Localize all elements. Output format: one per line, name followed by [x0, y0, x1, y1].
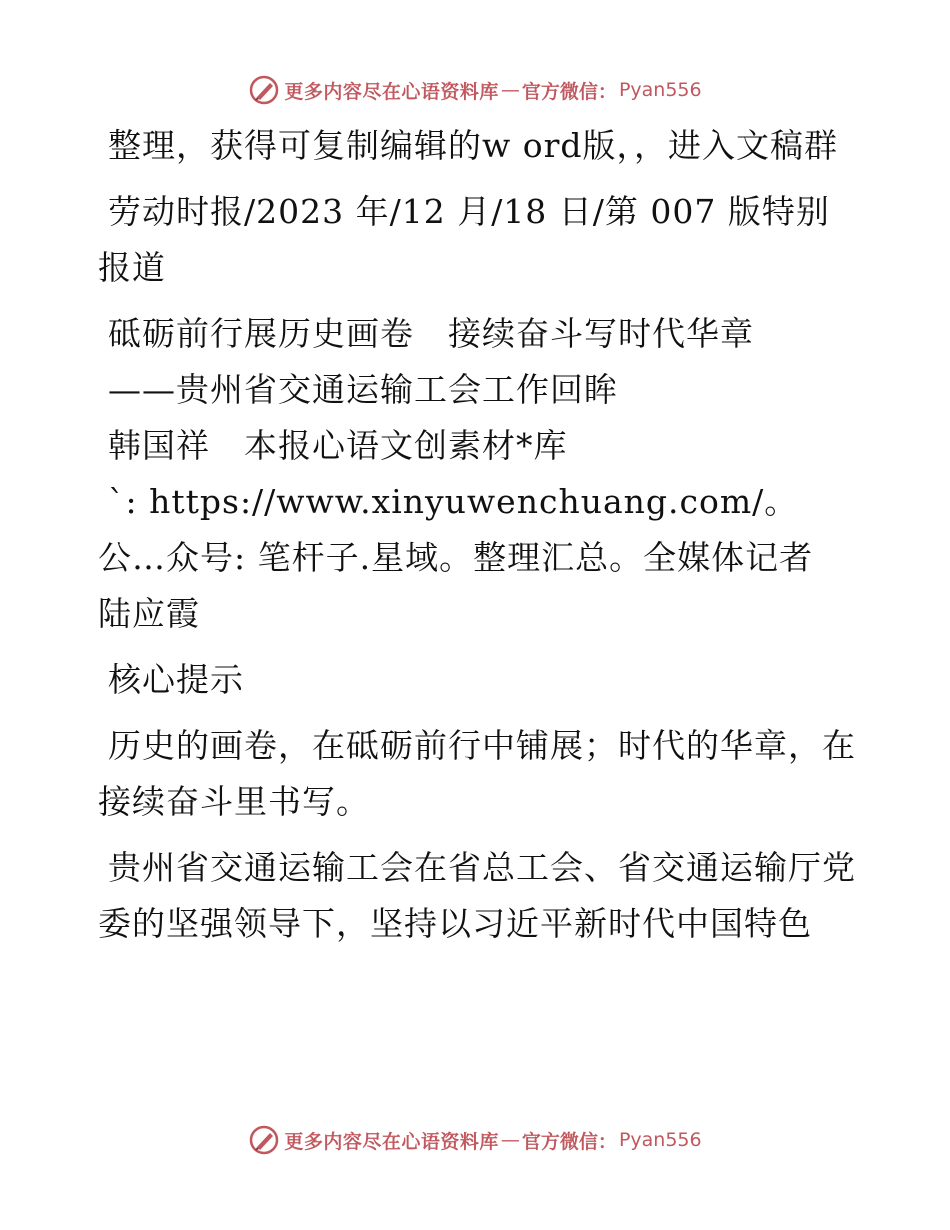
article-byline: 韩国祥 本报心语文创素材*库 — [108, 426, 568, 465]
banner-separator: — — [500, 1129, 520, 1151]
banner-text: 更多内容尽在心语资料库 — [284, 80, 499, 103]
pen-logo-icon — [248, 74, 280, 106]
section-heading: 核心提示 — [108, 660, 244, 699]
paragraph-intro: 整理，获得可复制编辑的w ord版，，进入文稿群 — [108, 126, 839, 165]
paragraph-body: 贵州省交通运输工会在省总工会、省交通运输厅党委的坚强领导下，坚持以习近平新时代中国特色 — [98, 848, 856, 943]
paragraph-lead: 历史的画卷，在砥砺前行中铺展；时代的华章，在接续奋斗里书写。 — [98, 726, 856, 821]
article-subtitle: ——贵州省交通运输工会工作回眸 — [108, 370, 618, 409]
banner-text: 更多内容尽在心语资料库 — [284, 1130, 499, 1153]
banner-wechat-label: 官方微信： — [521, 1130, 617, 1153]
paragraph-url: `: https://www.xinyuwenchuang.com/。公…众号: 笔杆子.星域。整理汇总。全媒体记者 陆应霞 — [98, 482, 848, 633]
header-watermark-banner — [0, 70, 950, 110]
document-body — [98, 118, 858, 962]
article-title: 砥砺前行展历史画卷 接续奋斗写时代华章 — [108, 314, 754, 353]
banner-wechat-id: Pyan556 — [618, 79, 702, 101]
paragraph-source: 劳动时报/2023 年/12 月/18 日/第 007 版特别报道 — [98, 192, 830, 287]
banner-separator: — — [500, 79, 520, 101]
banner-wechat-id: Pyan556 — [618, 1129, 702, 1151]
pen-logo-icon — [248, 1124, 280, 1156]
banner-wechat-label: 官方微信： — [521, 80, 617, 103]
footer-watermark-banner — [0, 1120, 950, 1160]
